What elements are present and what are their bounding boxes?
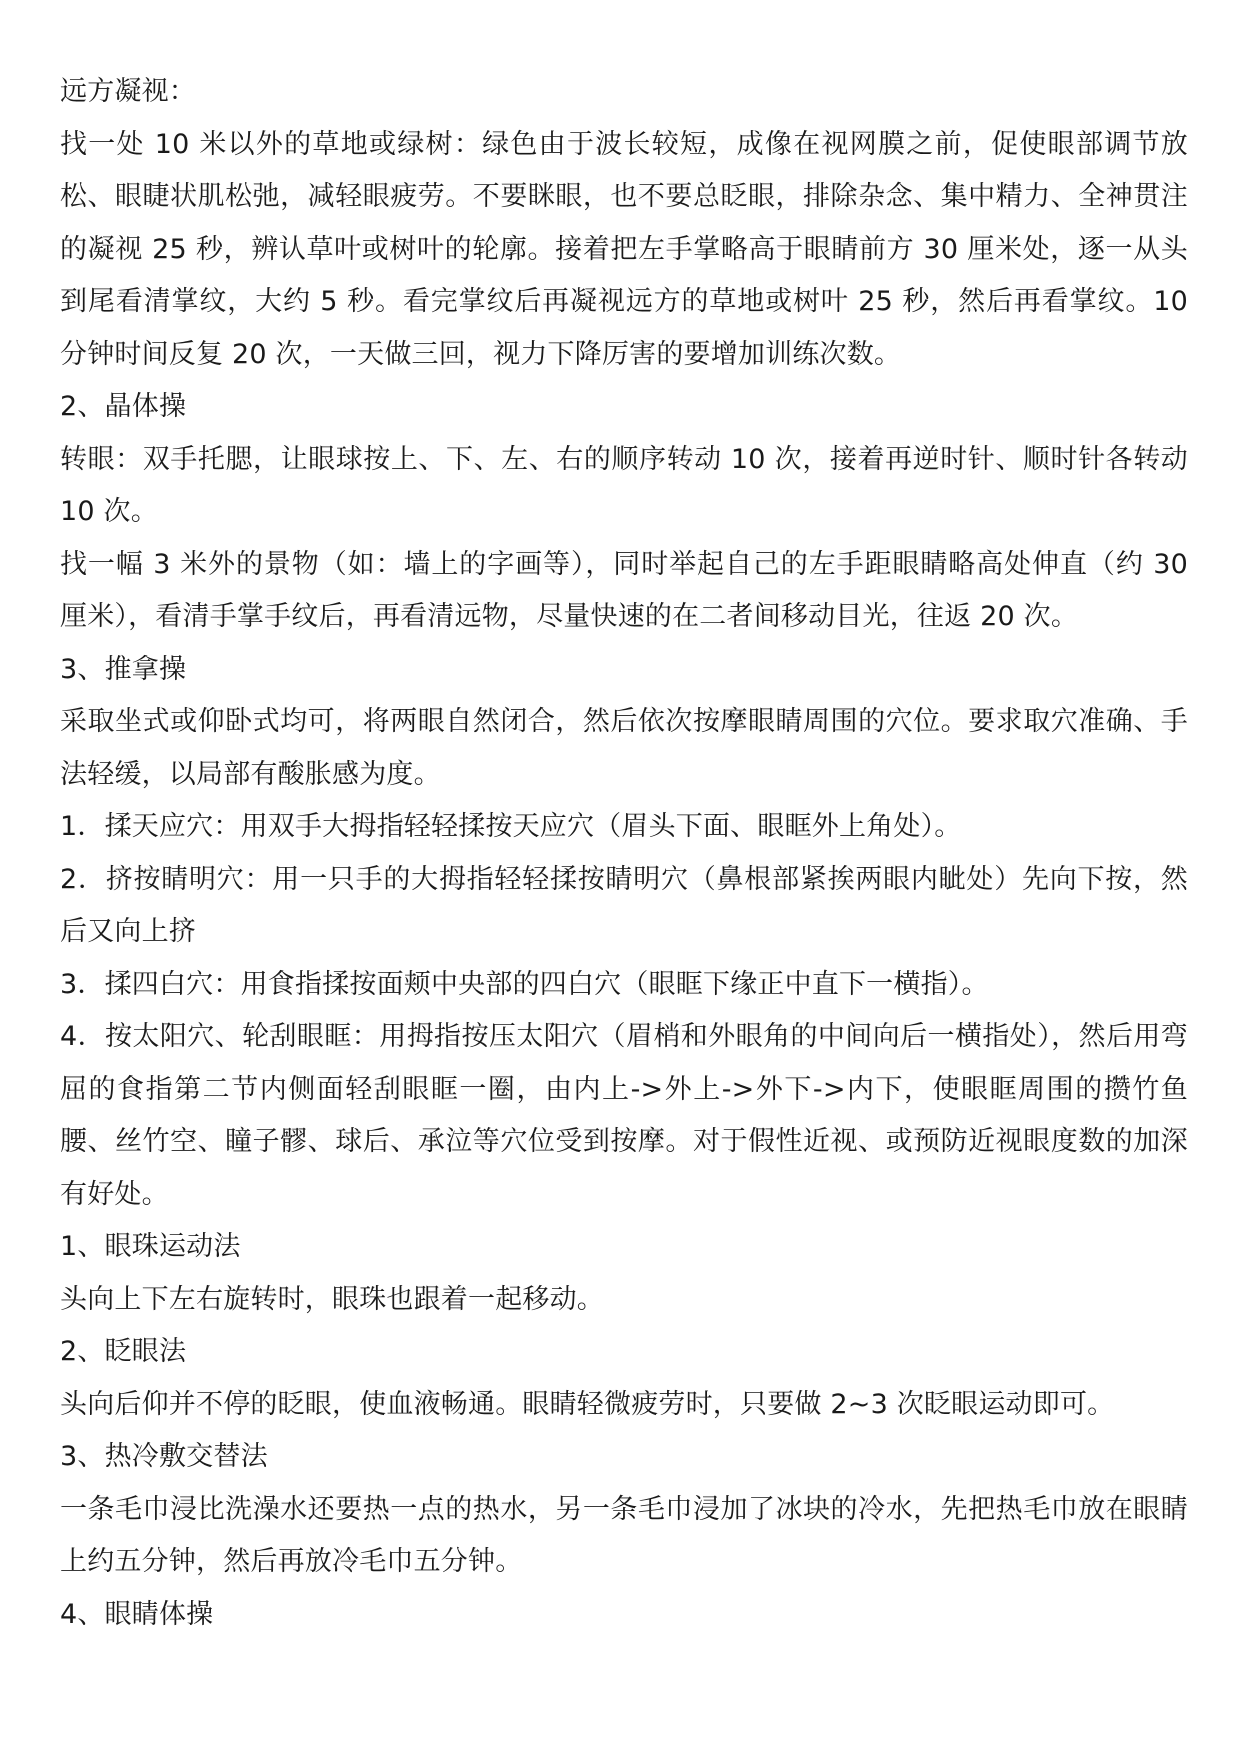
list-item-taiyang-point: 4．按太阳穴、轮刮眼眶：用拇指按压太阳穴（眉梢和外眼角的中间向后一横指处），然后用弯屈的食指第二节内侧面轻刮眼眶一圈，由内上->外上->外下->内下，使眼眶周围的攒竹鱼腰、丝竹空、瞳子髎、球后、承泣等穴位受到按摩。对于假性近视、或预防近视眼度数的加深有好处。 bbox=[60, 1021, 1188, 1210]
paragraph-distant-gaze-instructions: 找一处 10 米以外的草地或绿树：绿色由于波长较短，成像在视网膜之前，促使眼部调节放松、眼睫状肌松弛，减轻眼疲劳。不要眯眼，也不要总眨眼，排除杂念、集中精力、全神贯注的凝视 25 秒，辨认草叶或树叶的轮廓。接着把左手掌略高于眼睛前方 30 厘米处，逐一从头到尾看清掌纹，大约 5 秒。看完掌纹后再凝视远方的草地或树叶 25 秒，然后再看掌纹。10 分钟时间反复 20 次，一天做三回，视力下降厉害的要增加训练次数。 bbox=[60, 128, 1188, 370]
section-heading-eye-gymnastics: 4、眼睛体操 bbox=[60, 1598, 214, 1630]
paragraph-eye-rotation: 转眼：双手托腮，让眼球按上、下、左、右的顺序转动 10 次，接着再逆时针、顺时针各转动 10 次。 bbox=[60, 443, 1188, 527]
paragraph-eyeball-movement: 头向上下左右旋转时，眼珠也跟着一起移动。 bbox=[60, 1283, 604, 1315]
section-heading-eyeball-movement: 1、眼珠运动法 bbox=[60, 1231, 241, 1262]
list-item-sibai-point: 3．揉四白穴：用食指揉按面颊中央部的四白穴（眼眶下缘正中直下一横指）。 bbox=[60, 968, 989, 1000]
paragraph-massage-intro: 采取坐式或仰卧式均可，将两眼自然闭合，然后依次按摩眼睛周围的穴位。要求取穴准确、手法轻缓，以局部有酸胀感为度。 bbox=[60, 706, 1188, 790]
section-heading-lens-exercise: 2、晶体操 bbox=[60, 391, 187, 422]
section-heading-hot-cold-compress: 3、热冷敷交替法 bbox=[60, 1441, 268, 1472]
section-heading-massage-exercise: 3、推拿操 bbox=[60, 653, 187, 685]
list-item-jingming-point: 2．挤按睛明穴：用一只手的大拇指轻轻揉按睛明穴（鼻根部紧挨两眼内眦处）先向下按，然后又向上挤 bbox=[60, 863, 1188, 947]
list-item-tianying-point: 1．揉天应穴：用双手大拇指轻轻揉按天应穴（眉头下面、眼眶外上角处）。 bbox=[60, 811, 962, 842]
section-heading-blinking: 2、眨眼法 bbox=[60, 1336, 187, 1367]
section-heading-distant-gaze: 远方凝视： bbox=[60, 76, 196, 107]
paragraph-hot-cold-compress: 一条毛巾浸比洗澡水还要热一点的热水，另一条毛巾浸加了冰块的冷水，先把热毛巾放在眼睛上约五分钟，然后再放冷毛巾五分钟。 bbox=[60, 1493, 1188, 1577]
paragraph-focus-shifting: 找一幅 3 米外的景物（如：墙上的字画等），同时举起自己的左手距眼睛略高处伸直（约 30 厘米），看清手掌手纹后，再看清远物，尽量快速的在二者间移动目光，往返 20 次。 bbox=[60, 548, 1188, 632]
paragraph-blinking: 头向后仰并不停的眨眼，使血液畅通。眼睛轻微疲劳时，只要做 2~3 次眨眼运动即可。 bbox=[60, 1388, 1115, 1420]
document-body bbox=[60, 66, 1188, 1641]
